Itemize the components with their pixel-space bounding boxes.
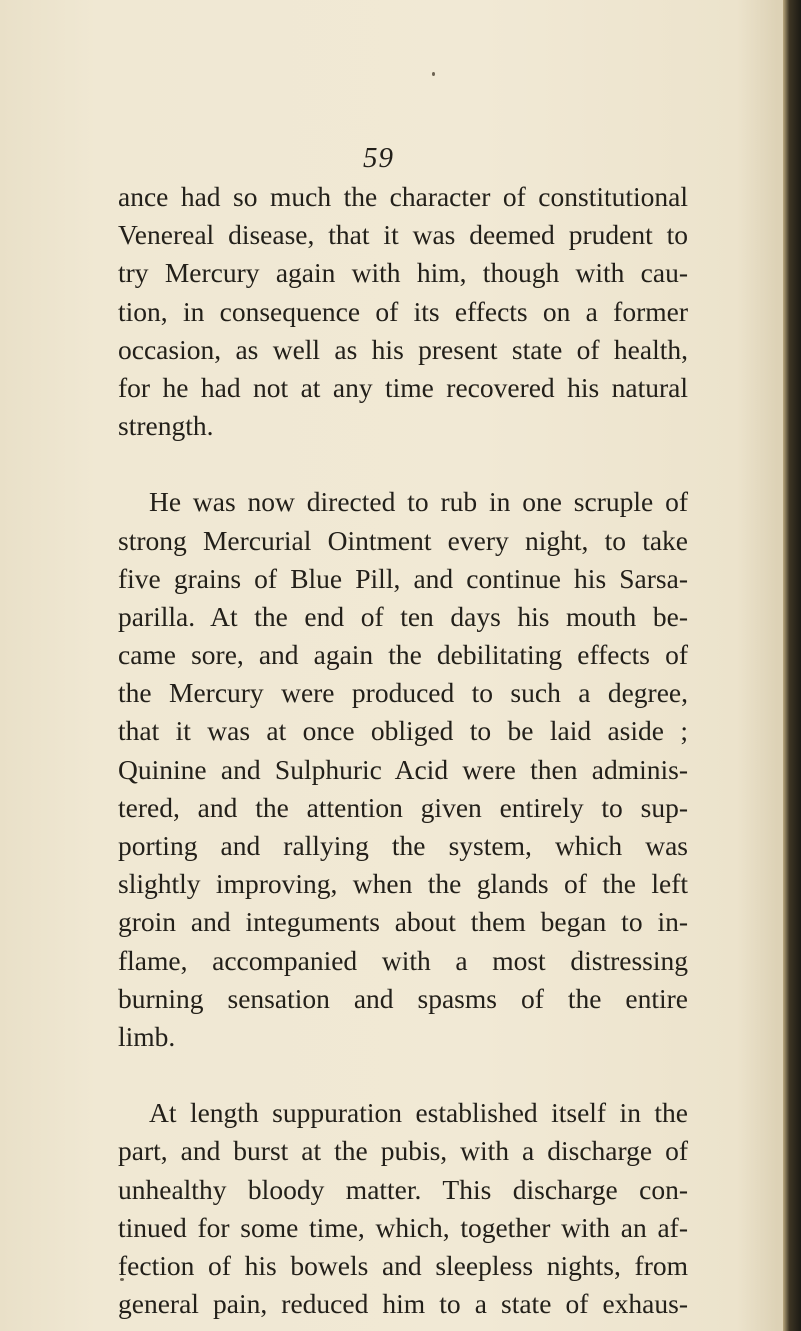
text-line: Venereal disease, that it was deemed prudent to [118, 219, 688, 251]
text-line: strength. [118, 410, 214, 442]
text-line: strong Mercurial Ointment every night, to take [118, 524, 688, 556]
paragraph-gap [118, 1056, 688, 1094]
text-line: tion, in consequence of its effects on a former [118, 295, 688, 327]
text-line: unhealthy bloody matter. This discharge con- [118, 1173, 688, 1205]
text-line: general pain, reduced him to a state of exhaus- [118, 1288, 688, 1320]
book-spine-shadow [783, 0, 801, 1331]
text-line: try Mercury again with him, though with cau- [118, 257, 688, 289]
text-line: ance had so much the character of constitutional [118, 181, 688, 212]
print-speck [432, 72, 435, 76]
body-text [118, 178, 688, 1323]
paragraph-1 [118, 178, 688, 445]
text-line: He was now directed to rub in one scruple of [149, 486, 688, 518]
text-line: limb. [118, 1020, 176, 1052]
text-line: occasion, as well as his present state of health, [118, 333, 688, 365]
text-line: burning sensation and spasms of the entire [118, 982, 688, 1014]
text-line: tered, and the attention given entirely to sup- [118, 791, 688, 823]
text-line: slightly improving, when the glands of the left [118, 868, 688, 900]
text-line: groin and integuments about them began to in- [118, 906, 688, 938]
text-line: At length suppuration established itself in the [149, 1097, 688, 1129]
text-line: Quinine and Sulphuric Acid were then adminis- [118, 753, 688, 785]
text-line: part, and burst at the pubis, with a discharge of [118, 1135, 688, 1167]
text-line: parilla. At the end of ten days his mouth be- [118, 600, 688, 632]
text-line: that it was at once obliged to be laid aside ; [118, 715, 688, 747]
paragraph-gap [118, 445, 688, 483]
page-number: 59 [363, 142, 394, 174]
text-line: the Mercury were produced to such a degree, [118, 677, 688, 709]
text-line: flame, accompanied with a most distressing [118, 944, 688, 976]
text-line: fection of his bowels and sleepless nights, from [118, 1249, 688, 1281]
paragraph-2 [118, 483, 688, 1056]
text-line: porting and rallying the system, which was [118, 830, 688, 861]
text-line: five grains of Blue Pill, and continue his Sarsa- [118, 562, 688, 594]
text-line: came sore, and again the debilitating effects of [118, 639, 688, 671]
text-line: tinued for some time, which, together with an af- [118, 1211, 688, 1243]
text-line: for he had not at any time recovered his natural [118, 371, 688, 403]
paragraph-3 [118, 1094, 688, 1323]
